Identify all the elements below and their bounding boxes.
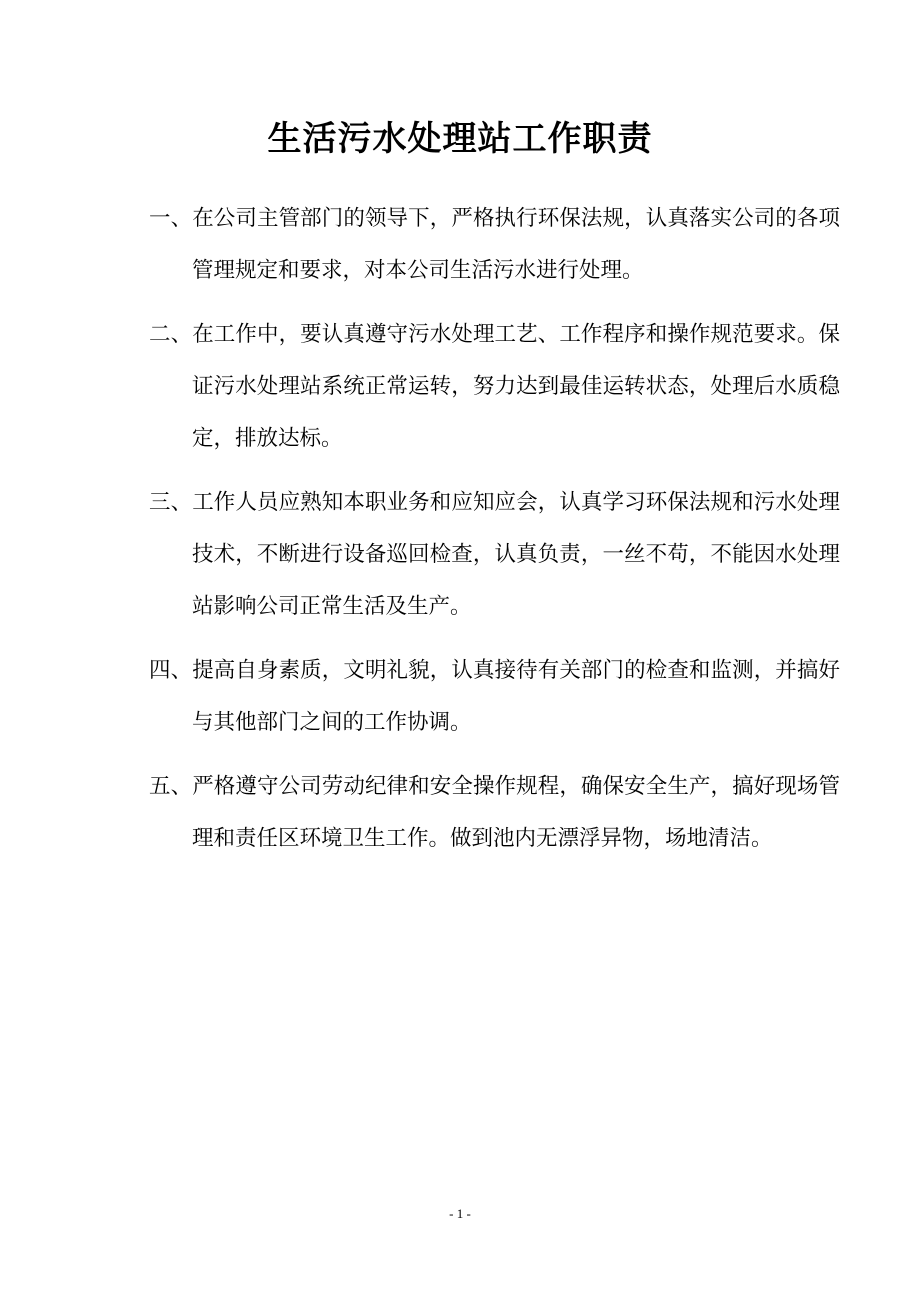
duty-clause-3: 三、工作人员应熟知本职业务和应知应会，认真学习环保法规和污水处理技术，不断进行设备巡回检查，认真负责，一丝不苟，不能因水处理站影响公司正常生活及生产。 <box>149 490 840 619</box>
document-title: 生活污水处理站工作职责 <box>267 119 653 159</box>
duty-clause-2: 二、在工作中，要认真遵守污水处理工艺、工作程序和操作规范要求。保证污水处理站系统正常运转，努力达到最佳运转状态，处理后水质稳定，排放达标。 <box>149 322 840 451</box>
duty-clause-1: 一、在公司主管部门的领导下，严格执行环保法规，认真落实公司的各项管理规定和要求，对本公司生活污水进行处理。 <box>149 206 840 283</box>
duty-clause-4: 四、提高自身素质，文明礼貌，认真接待有关部门的检查和监测，并搞好与其他部门之间的工作协调。 <box>149 658 840 735</box>
duty-clause-5: 五、严格遵守公司劳动纪律和安全操作规程，确保安全生产，搞好现场管理和责任区环境卫生工作。做到池内无漂浮异物，场地清洁。 <box>149 774 840 851</box>
page-number: - 1 - <box>449 1206 471 1221</box>
